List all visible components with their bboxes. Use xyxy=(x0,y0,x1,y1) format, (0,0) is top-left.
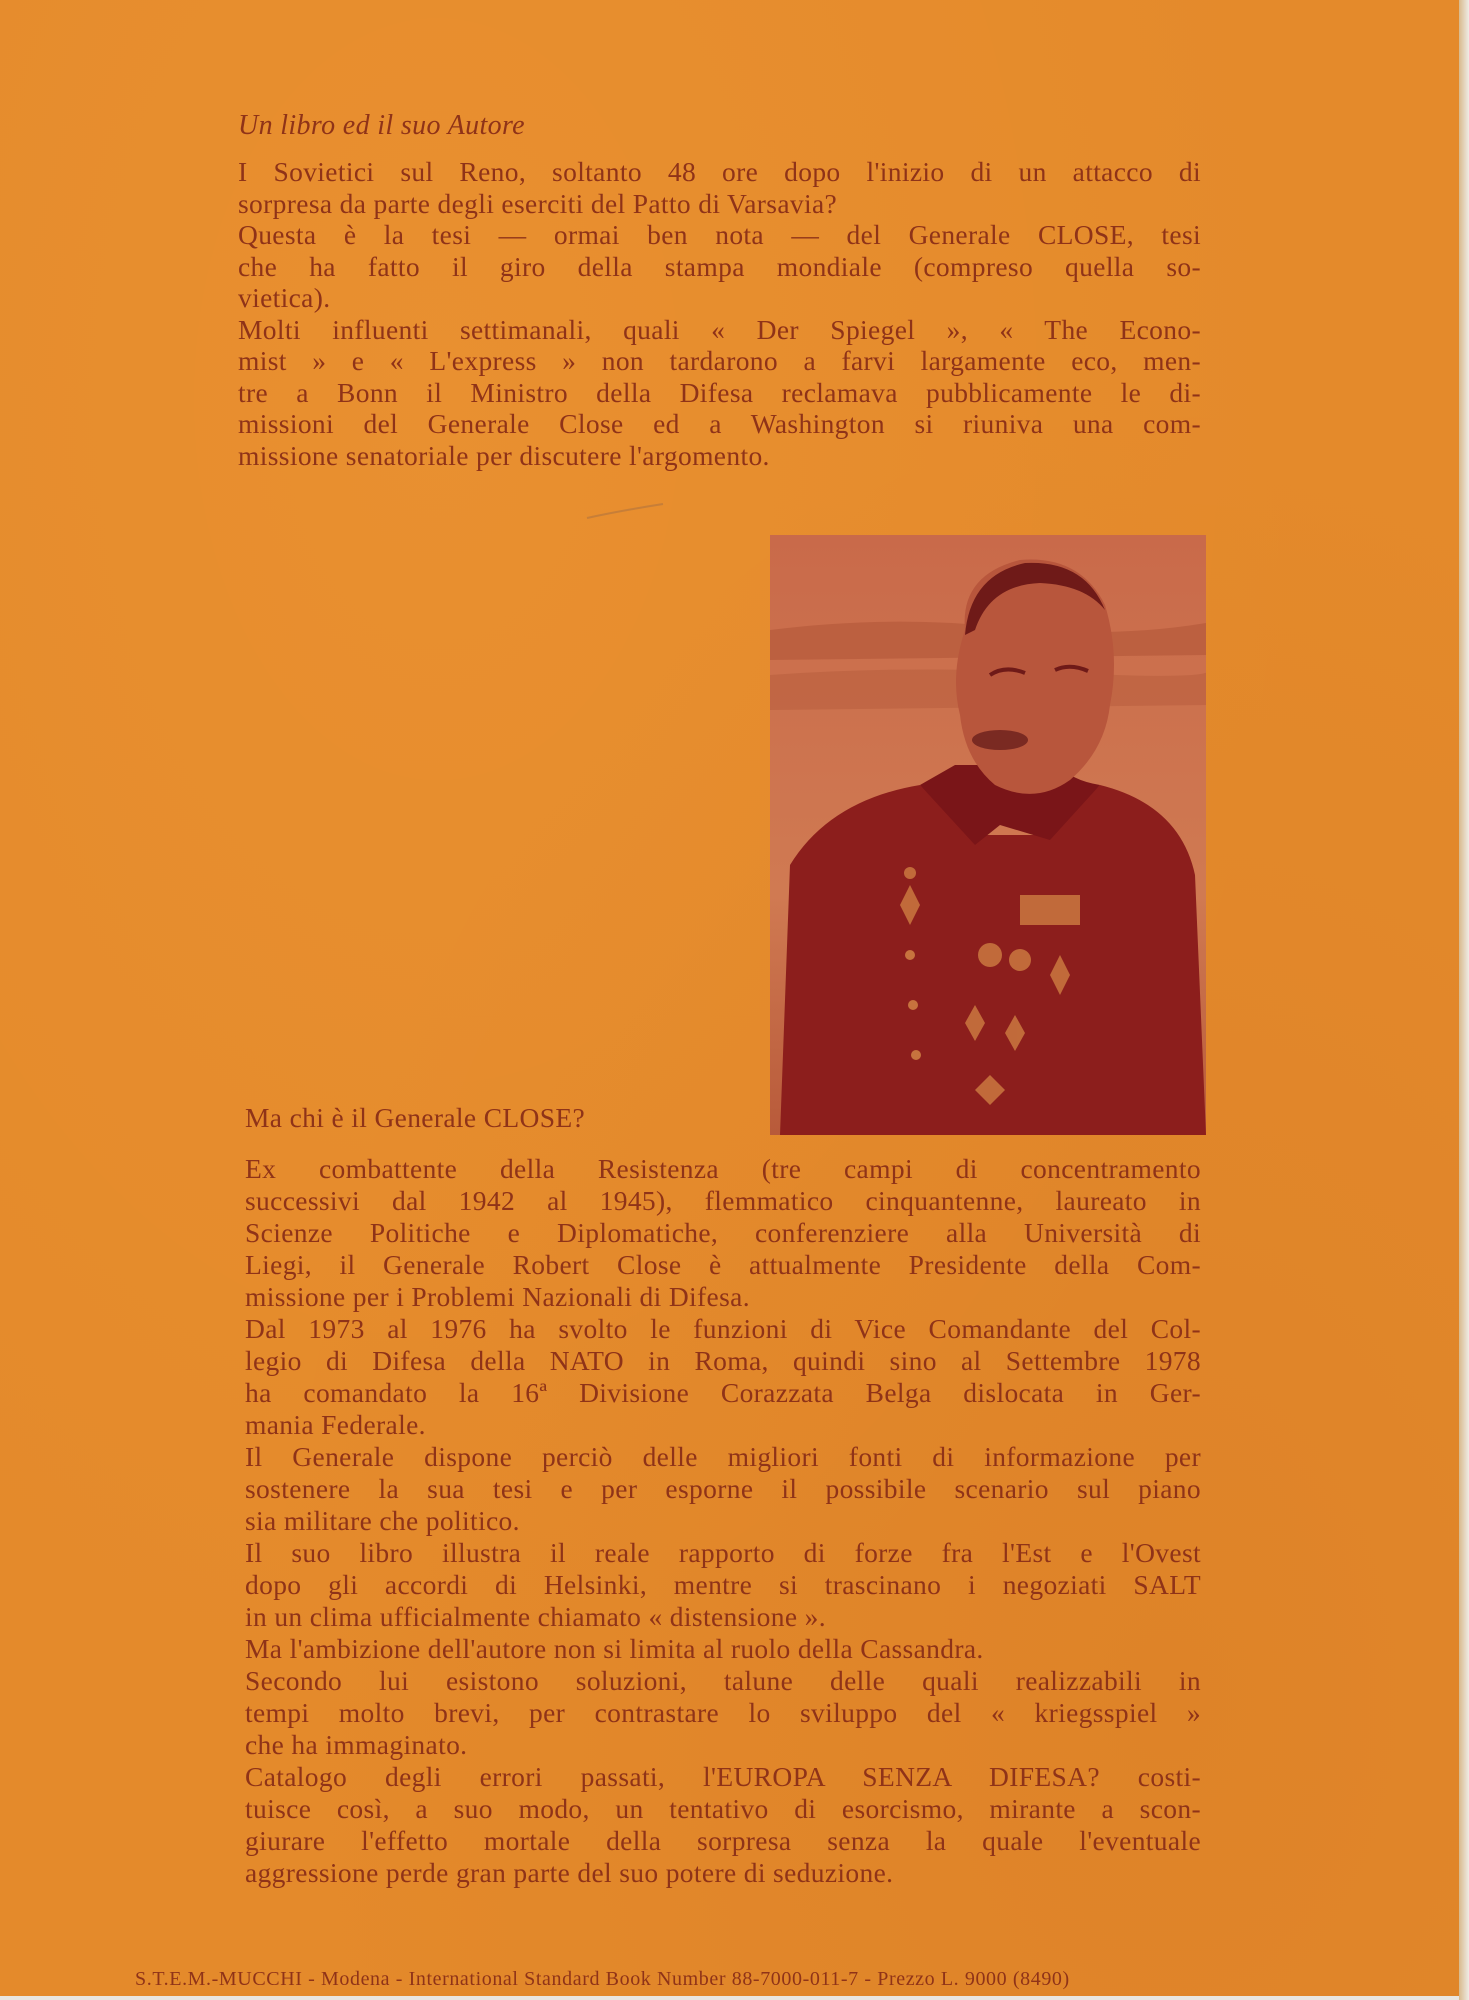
section-heading: Un libro ed il suo Autore xyxy=(238,110,525,141)
bio-line: tuisce così, a suo modo, un tentativo di esorcismo, mirante a scon- xyxy=(245,1793,1201,1824)
page-edge xyxy=(1459,0,1469,2000)
intro-line: sorpresa da parte degli eserciti del Patto di Varsavia? xyxy=(238,187,838,219)
bio-line: sostenere la sua tesi e per esporne il possibile scenario sul piano xyxy=(245,1473,1201,1504)
bio-line: giurare l'effetto mortale della sorpresa senza la quale l'eventuale xyxy=(245,1825,1201,1856)
scratch-mark xyxy=(585,502,665,522)
intro-line: I Sovietici sul Reno, soltanto 48 ore dopo l'inizio di un attacco di xyxy=(238,156,1201,187)
bio-line: mania Federale. xyxy=(245,1409,426,1440)
bio-line: in un clima ufficialmente chiamato « distensione ». xyxy=(245,1601,826,1632)
bio-line: che ha immaginato. xyxy=(245,1729,468,1760)
bio-line: missione per i Problemi Nazionali di Difesa. xyxy=(245,1281,750,1312)
bio-paragraph xyxy=(245,1153,1201,1889)
intro-line: Questa è la tesi — ormai ben nota — del Generale CLOSE, tesi xyxy=(238,219,1201,250)
bio-line: successivi dal 1942 al 1945), flemmatico cinquantenne, laureato in xyxy=(245,1185,1201,1216)
bio-line: Ma l'ambizione dell'autore non si limita al ruolo della Cassandra. xyxy=(245,1633,984,1664)
bio-line: Ex combattente della Resistenza (tre campi di concentramento xyxy=(245,1153,1201,1184)
intro-line: missione senatoriale per discutere l'argomento. xyxy=(238,439,770,471)
intro-line: mist » e « L'express » non tardarono a farvi largamente eco, men- xyxy=(238,345,1201,376)
intro-line: Molti influenti settimanali, quali « Der Spiegel », « The Econo- xyxy=(238,313,1201,345)
bio-line: Scienze Politiche e Diplomatiche, conferenziere alla Università di xyxy=(245,1217,1201,1248)
bio-line: Liegi, il Generale Robert Close è attualmente Presidente della Com- xyxy=(245,1249,1201,1280)
bio-line: dopo gli accordi di Helsinki, mentre si trascinano i negoziati SALT xyxy=(245,1569,1201,1600)
intro-line: vietica). xyxy=(238,282,331,313)
question-line: Ma chi è il Generale CLOSE? xyxy=(245,1102,586,1133)
publisher-footer: S.T.E.M.-MUCCHI - Modena - International Standard Book Number 88-7000-011-7 - Prezzo L. 9000 (8490) xyxy=(135,1968,1070,1990)
bio-line: tempi molto brevi, per contrastare lo sviluppo del « kriegsspiel » xyxy=(245,1697,1201,1728)
bio-line: aggressione perde gran parte del suo potere di seduzione. xyxy=(245,1857,894,1888)
intro-line: che ha fatto il giro della stampa mondiale (compreso quella so- xyxy=(238,250,1201,282)
intro-paragraph xyxy=(238,156,1201,471)
author-portrait xyxy=(770,535,1206,1135)
bio-line: ha comandato la 16ª Divisione Corazzata Belga dislocata in Ger- xyxy=(245,1377,1201,1408)
bio-line: Secondo lui esistono soluzioni, talune delle quali realizzabili in xyxy=(245,1665,1201,1696)
intro-line: tre a Bonn il Ministro della Difesa reclamava pubblicamente le di- xyxy=(238,376,1201,408)
bio-line: sia militare che politico. xyxy=(245,1505,520,1536)
bio-line: Dal 1973 al 1976 ha svolto le funzioni di Vice Comandante del Col- xyxy=(245,1313,1201,1344)
intro-line: missioni del Generale Close ed a Washington si riuniva una com- xyxy=(238,408,1201,439)
bio-line: legio di Difesa della NATO in Roma, quindi sino al Settembre 1978 xyxy=(245,1345,1201,1376)
bio-line: Il suo libro illustra il reale rapporto di forze fra l'Est e l'Ovest xyxy=(245,1537,1201,1568)
bio-line: Catalogo degli errori passati, l'EUROPA SENZA DIFESA? costi- xyxy=(245,1761,1201,1792)
bio-line: Il Generale dispone perciò delle migliori fonti di informazione per xyxy=(245,1441,1201,1472)
